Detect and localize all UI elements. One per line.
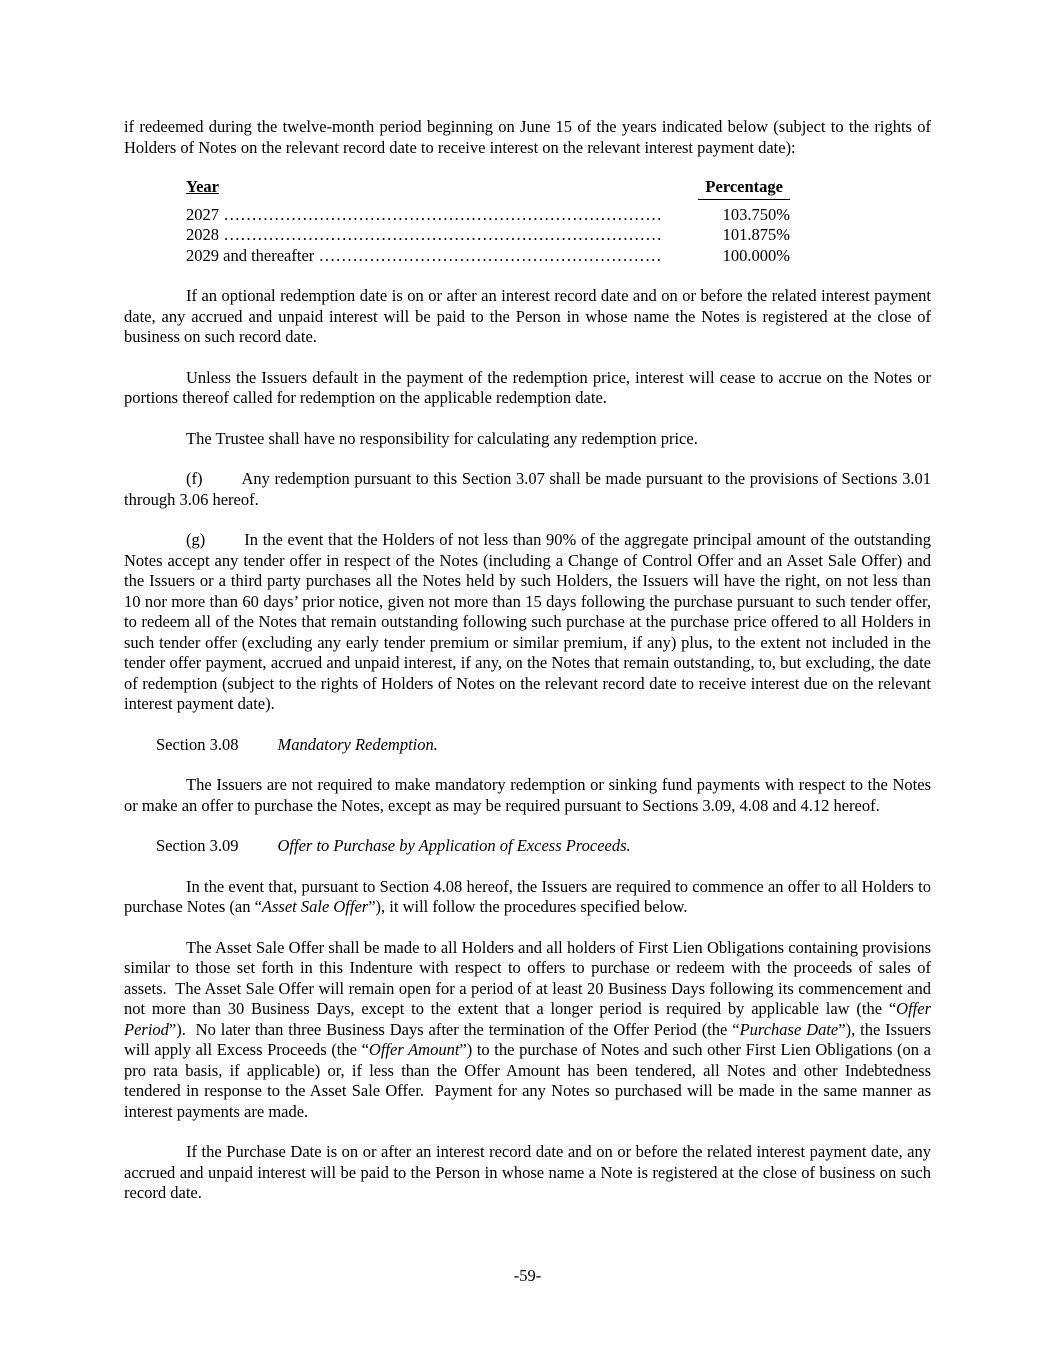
- table-row: [186, 225, 790, 246]
- paragraph: [124, 368, 931, 409]
- document-body: [124, 286, 931, 1204]
- paragraph: [124, 469, 931, 510]
- text-run: ”), it will follow the procedures specified below.: [368, 897, 688, 916]
- text-run: The Trustee shall have no responsibility for calculating any redemption price.: [186, 428, 698, 448]
- table-row: [186, 205, 790, 226]
- paragraph: [124, 286, 931, 348]
- text-run: if redeemed during the twelve-month period beginning on June 15 of the years indicated below (subject to the rights of Holders of Notes on the relevant record date to receive interest on the relevant interest payment date):: [124, 117, 931, 157]
- table-body: [186, 205, 790, 267]
- dot-leader: [224, 225, 661, 246]
- defined-term-italic: Purchase Date: [739, 1019, 839, 1039]
- page-number: -59-: [513, 1266, 542, 1285]
- text-run: The Issuers are not required to make mandatory redemption or sinking fund payments with respect to the Notes or make an offer to purchase the Notes, except as may be required pursuant to Sections 3.09, 4.08 and 4.12 hereof.: [124, 775, 931, 815]
- table-header-year: Year: [186, 177, 219, 196]
- text-run: ”), the Issuers will apply all Excess Proceeds (the “: [124, 1019, 931, 1059]
- text-run: In the event that the Holders of not less than 90% of the aggregate principal amount of the outstanding Notes accept any tender offer in respect of the Notes (including a Change of Control Offer and an Asset Sale Offer) and the Issuers or a third party purchases all the Notes held by such Holders, the Issuers will have the right, on not less than 10 nor more than 60 days’ prior notice, given not more than 15 days following the purchase pursuant to such tender offer, to redeem all of the Notes that remain outstanding following such purchase at the purchase price offered to all Holders in such tender offer (excluding any early tender premium or similar premium, if any) plus, to the extent not included in the tender offer payment, accrued and unpaid interest, if any, on the Notes that remain outstanding, to, but excluding, the date of redemption (subject to the rights of Holders of Notes on the relevant record date to receive interest due on the relevant interest payment date).: [124, 530, 931, 713]
- table-row: [186, 246, 790, 267]
- paragraph: [124, 1142, 931, 1204]
- intro-paragraph: [124, 117, 931, 158]
- paragraph: [124, 775, 931, 816]
- section-heading: [124, 836, 931, 857]
- table-cell-year: 2029 and thereafter: [186, 245, 315, 265]
- text-run: ”) to the purchase of Notes and such other First Lien Obligations (on a pro rata basis, if applicable) or, if less than the Offer Amount has been tendered, all Notes and other Indebtedness tendered in response to the Asset Sale Offer. Payment for any Notes so purchased will be made in the same manner as interest payments are made.: [124, 1040, 931, 1121]
- text-run: In the event that, pursuant to Section 4.08 hereof, the Issuers are required to commence an offer to all Holders to purchase Notes (an “: [124, 876, 931, 916]
- text-run: The Asset Sale Offer shall be made to all Holders and all holders of First Lien Obligations containing provisions similar to those set forth in this Indenture with respect to offers to purchase or redeem with the proceeds of sales of assets. The Asset Sale Offer will remain open for a period of at least 20 Business Days following its commencement and not more than 30 Business Days, except to the extent that a longer period is required by applicable law (the “: [124, 937, 931, 1018]
- table-header-percentage: Percentage: [698, 177, 790, 200]
- dot-leader: [319, 246, 661, 267]
- text-run: Unless the Issuers default in the payment of the redemption price, interest will cease to accrue on the Notes or portions thereof called for redemption on the applicable redemption date.: [124, 367, 931, 407]
- text-run: ”). No later than three Business Days after the termination of the Offer Period (the “: [168, 1019, 740, 1039]
- table-header-row: [186, 177, 790, 200]
- table-cell-percentage: 100.000%: [722, 245, 790, 265]
- paragraph: [124, 877, 931, 918]
- paragraph: [124, 429, 931, 450]
- defined-term-italic: Offer to Purchase by Application of Excess Proceeds.: [277, 836, 631, 855]
- dot-leader: [224, 205, 661, 226]
- defined-term-italic: Asset Sale Offer: [261, 897, 369, 916]
- defined-term-italic: Offer Period: [124, 999, 931, 1039]
- paragraph: [124, 938, 931, 1123]
- table-cell-percentage: 101.875%: [722, 225, 790, 244]
- text-run: Any redemption pursuant to this Section 3.07 shall be made pursuant to the provisions of Sections 3.01 through 3.06 hereof.: [124, 469, 931, 509]
- redemption-price-table: [186, 177, 790, 266]
- table-cell-percentage: 103.750%: [722, 204, 790, 224]
- defined-term-italic: Mandatory Redemption.: [277, 734, 438, 754]
- defined-term-italic: Offer Amount: [368, 1040, 460, 1059]
- text-run: If the Purchase Date is on or after an interest record date and on or before the related interest payment date, any accrued and unpaid interest will be paid to the Person in whose name a Note is registered at the close of business on such record date.: [124, 1142, 931, 1202]
- text-run: Section 3.08: [156, 734, 239, 754]
- paragraph: [124, 530, 931, 715]
- section-heading: [124, 735, 931, 756]
- table-cell-year: 2027: [186, 204, 219, 224]
- text-run: (g): [186, 530, 206, 549]
- text-run: Section 3.09: [156, 836, 239, 855]
- text-run: If an optional redemption date is on or after an interest record date and on or before the related interest payment date, any accrued and unpaid interest will be paid to the Person in whose name the Notes is registered at the close of business on such record date.: [124, 286, 931, 346]
- text-run: (f): [186, 469, 203, 488]
- table-cell-year: 2028: [186, 225, 219, 244]
